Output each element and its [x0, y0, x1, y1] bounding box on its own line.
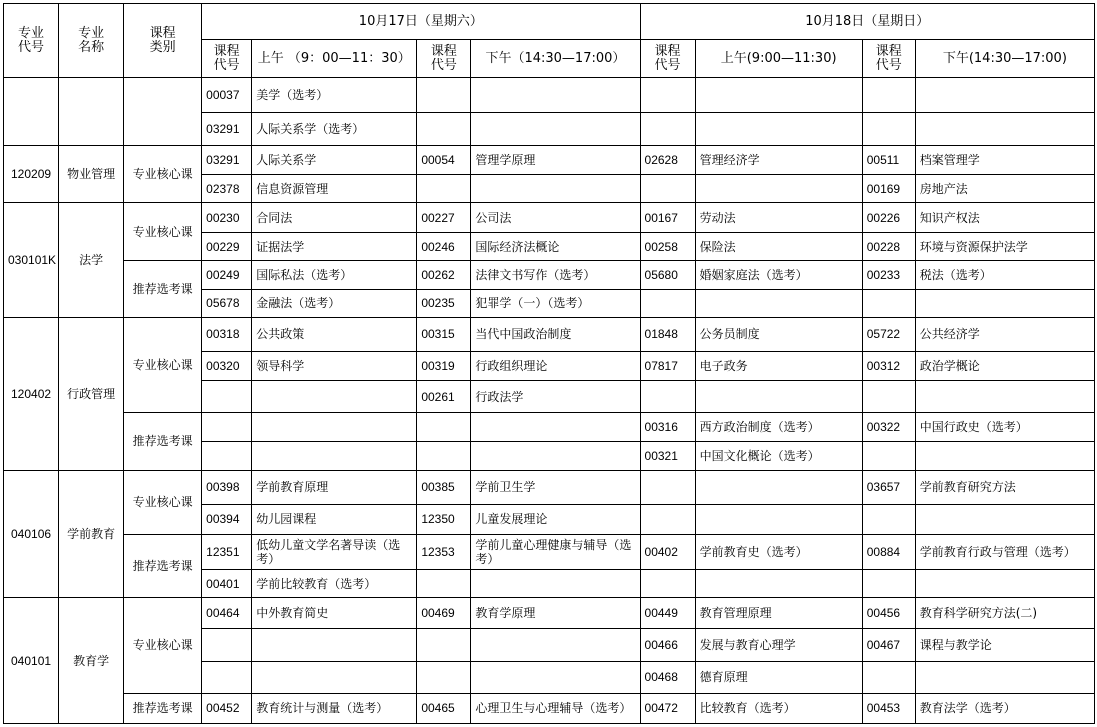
course-code-cell: 00233 [862, 261, 915, 289]
header-major-code [4, 4, 59, 78]
course-code-cell: 00401 [202, 570, 252, 598]
course-name-cell: 当代中国政治制度 [471, 317, 640, 351]
course-code-cell: 12350 [417, 504, 471, 534]
header-morning-day2: 上午(9:00—11:30) [695, 40, 862, 78]
header-course-code [202, 40, 252, 78]
major-name-cell: 教育学 [59, 598, 124, 724]
course-code-cell [640, 112, 695, 145]
course-name-cell: 公共政策 [252, 317, 417, 351]
course-code-cell [202, 442, 252, 470]
course-code-cell [862, 78, 915, 112]
course-code-cell [640, 470, 695, 504]
course-name-cell [471, 413, 640, 442]
course-type-cell: 推荐选考课 [124, 693, 202, 723]
course-code-cell: 03291 [202, 145, 252, 174]
course-name-cell: 国际经济法概论 [471, 233, 640, 261]
course-code-cell: 00167 [640, 203, 695, 233]
course-name-cell: 金融法（选考） [252, 289, 417, 317]
course-name-cell [695, 504, 862, 534]
course-name-cell: 税法（选考） [915, 261, 1094, 289]
course-name-cell [471, 570, 640, 598]
table-row [4, 317, 1095, 351]
course-name-cell: 证据法学 [252, 233, 417, 261]
major-name-cell: 学前教育 [59, 470, 124, 598]
course-name-cell: 政治学概论 [915, 351, 1094, 380]
course-code-cell: 05678 [202, 289, 252, 317]
course-name-cell: 行政法学 [471, 381, 640, 413]
course-name-cell: 中国文化概论（选考） [695, 442, 862, 470]
course-code-cell [417, 661, 471, 693]
exam-schedule-table [3, 3, 1095, 724]
course-name-cell: 行政组织理论 [471, 351, 640, 380]
course-code-cell: 01848 [640, 317, 695, 351]
course-code-cell [417, 629, 471, 661]
course-code-cell: 00464 [202, 598, 252, 629]
course-name-cell: 档案管理学 [915, 145, 1094, 174]
course-code-cell [862, 381, 915, 413]
course-name-cell [471, 442, 640, 470]
course-name-cell [915, 78, 1094, 112]
course-name-cell: 中国行政史（选考） [915, 413, 1094, 442]
course-code-cell: 00449 [640, 598, 695, 629]
course-name-cell: 管理学原理 [471, 145, 640, 174]
course-code-cell [202, 629, 252, 661]
course-name-cell: 人际关系学 [252, 145, 417, 174]
course-code-cell: 12353 [417, 534, 471, 569]
course-name-cell: 保险法 [695, 233, 862, 261]
course-code-cell [862, 289, 915, 317]
course-code-cell [417, 78, 471, 112]
course-code-cell: 00037 [202, 78, 252, 112]
table-row [4, 470, 1095, 504]
course-code-cell: 12351 [202, 534, 252, 569]
course-name-cell: 学前教育原理 [252, 470, 417, 504]
course-code-cell [640, 78, 695, 112]
course-code-cell: 00385 [417, 470, 471, 504]
header-course-type-text: 课程 类别 [149, 25, 176, 55]
major-code-cell: 120209 [4, 145, 59, 202]
header-course-code-text: 课程 代号 [875, 43, 902, 73]
course-type-cell [124, 78, 202, 145]
course-code-cell: 05680 [640, 261, 695, 289]
course-name-cell [471, 174, 640, 202]
course-name-cell [915, 504, 1094, 534]
course-code-cell: 00226 [862, 203, 915, 233]
course-code-cell [862, 504, 915, 534]
course-code-cell: 05722 [862, 317, 915, 351]
course-code-cell: 00261 [417, 381, 471, 413]
course-name-cell [695, 470, 862, 504]
course-type-cell: 专业核心课 [124, 203, 202, 261]
header-morning-day1: 上午 （9：00—11：30） [252, 40, 417, 78]
course-name-cell: 学前比较教育（选考） [252, 570, 417, 598]
course-name-cell [252, 661, 417, 693]
course-type-cell: 专业核心课 [124, 145, 202, 202]
major-name-cell: 物业管理 [59, 145, 124, 202]
course-name-cell: 教育法学（选考） [915, 693, 1094, 723]
course-name-cell [695, 381, 862, 413]
course-name-cell: 犯罪学（一）（选考） [471, 289, 640, 317]
course-name-cell [471, 629, 640, 661]
course-type-cell: 专业核心课 [124, 317, 202, 413]
course-name-cell: 管理经济学 [695, 145, 862, 174]
header-major-name [59, 4, 124, 78]
course-code-cell: 00319 [417, 351, 471, 380]
table-row [4, 693, 1095, 723]
course-name-cell [695, 78, 862, 112]
course-code-cell: 00398 [202, 470, 252, 504]
major-code-cell: 040101 [4, 598, 59, 724]
course-code-cell [417, 570, 471, 598]
course-name-cell: 德育原理 [695, 661, 862, 693]
course-code-cell: 00472 [640, 693, 695, 723]
course-code-cell: 00467 [862, 629, 915, 661]
course-name-cell [695, 112, 862, 145]
course-code-cell: 03291 [202, 112, 252, 145]
major-code-cell [4, 78, 59, 145]
course-name-cell: 婚姻家庭法（选考） [695, 261, 862, 289]
course-name-cell: 国际私法（选考） [252, 261, 417, 289]
course-code-cell [640, 504, 695, 534]
header-course-code [640, 40, 695, 78]
header-afternoon-day2: 下午(14:30—17:00) [915, 40, 1094, 78]
course-code-cell: 00054 [417, 145, 471, 174]
course-name-cell [695, 289, 862, 317]
table-row [4, 78, 1095, 112]
course-name-cell: 环境与资源保护法学 [915, 233, 1094, 261]
course-name-cell [471, 112, 640, 145]
course-type-cell: 推荐选考课 [124, 534, 202, 597]
course-code-cell [417, 112, 471, 145]
course-code-cell [202, 413, 252, 442]
course-code-cell: 00321 [640, 442, 695, 470]
course-code-cell [640, 289, 695, 317]
course-name-cell [915, 112, 1094, 145]
course-name-cell: 幼儿园课程 [252, 504, 417, 534]
course-name-cell: 学前教育行政与管理（选考） [915, 534, 1094, 569]
course-name-cell: 学前儿童心理健康与辅导（选考） [471, 534, 640, 569]
course-name-cell: 劳动法 [695, 203, 862, 233]
course-name-cell: 比较教育（选考） [695, 693, 862, 723]
course-code-cell: 00316 [640, 413, 695, 442]
course-code-cell: 03657 [862, 470, 915, 504]
header-day1: 10月17日（星期六） [202, 4, 640, 40]
course-name-cell: 教育学原理 [471, 598, 640, 629]
course-name-cell: 信息资源管理 [252, 174, 417, 202]
major-code-cell: 120402 [4, 317, 59, 470]
course-type-cell: 专业核心课 [124, 598, 202, 694]
course-code-cell: 00312 [862, 351, 915, 380]
course-code-cell: 00453 [862, 693, 915, 723]
header-course-code [417, 40, 471, 78]
course-name-cell: 公司法 [471, 203, 640, 233]
course-name-cell: 发展与教育心理学 [695, 629, 862, 661]
table-row [4, 203, 1095, 233]
course-name-cell [695, 174, 862, 202]
course-name-cell: 美学（选考） [252, 78, 417, 112]
course-code-cell [417, 413, 471, 442]
major-code-cell: 030101K [4, 203, 59, 318]
course-name-cell: 合同法 [252, 203, 417, 233]
course-name-cell: 电子政务 [695, 351, 862, 380]
course-code-cell: 00394 [202, 504, 252, 534]
course-type-cell: 推荐选考课 [124, 261, 202, 317]
course-name-cell: 房地产法 [915, 174, 1094, 202]
header-course-code-text: 课程 代号 [213, 43, 240, 73]
course-code-cell: 00318 [202, 317, 252, 351]
course-code-cell: 00469 [417, 598, 471, 629]
course-name-cell [252, 413, 417, 442]
course-type-cell: 专业核心课 [124, 470, 202, 534]
course-code-cell: 00262 [417, 261, 471, 289]
course-code-cell: 00452 [202, 693, 252, 723]
course-code-cell: 00465 [417, 693, 471, 723]
table-row [4, 413, 1095, 442]
course-code-cell [417, 174, 471, 202]
header-major-name-text: 专业 名称 [78, 25, 105, 55]
header-afternoon-day1: 下午（14:30—17:00） [471, 40, 640, 78]
course-name-cell: 低幼儿童文学名著导读（选考） [252, 534, 417, 569]
course-name-cell: 领导科学 [252, 351, 417, 380]
course-code-cell [640, 570, 695, 598]
course-code-cell [862, 570, 915, 598]
course-name-cell: 学前教育史（选考） [695, 534, 862, 569]
course-name-cell: 法律文书写作（选考） [471, 261, 640, 289]
course-code-cell: 00322 [862, 413, 915, 442]
course-name-cell [915, 381, 1094, 413]
major-name-cell: 法学 [59, 203, 124, 318]
table-row [4, 145, 1095, 174]
table-row [4, 598, 1095, 629]
course-name-cell [915, 289, 1094, 317]
course-name-cell: 公务员制度 [695, 317, 862, 351]
header-day2: 10月18日（星期日） [640, 4, 1094, 40]
course-code-cell: 07817 [640, 351, 695, 380]
course-code-cell: 00227 [417, 203, 471, 233]
course-code-cell [202, 661, 252, 693]
course-code-cell: 00246 [417, 233, 471, 261]
course-name-cell: 学前教育研究方法 [915, 470, 1094, 504]
course-name-cell [915, 442, 1094, 470]
course-code-cell: 00456 [862, 598, 915, 629]
course-type-cell: 推荐选考课 [124, 413, 202, 470]
course-code-cell: 00468 [640, 661, 695, 693]
course-code-cell [202, 381, 252, 413]
course-name-cell [471, 661, 640, 693]
course-code-cell [640, 174, 695, 202]
course-name-cell: 公共经济学 [915, 317, 1094, 351]
course-code-cell [417, 442, 471, 470]
course-name-cell [471, 78, 640, 112]
major-code-cell: 040106 [4, 470, 59, 598]
course-code-cell: 00320 [202, 351, 252, 380]
course-name-cell: 课程与教学论 [915, 629, 1094, 661]
course-name-cell: 教育科学研究方法(二) [915, 598, 1094, 629]
course-code-cell: 00258 [640, 233, 695, 261]
course-name-cell: 心理卫生与心理辅导（选考） [471, 693, 640, 723]
course-code-cell: 00229 [202, 233, 252, 261]
course-code-cell: 00235 [417, 289, 471, 317]
course-code-cell: 00228 [862, 233, 915, 261]
course-code-cell: 02378 [202, 174, 252, 202]
course-name-cell [252, 442, 417, 470]
course-code-cell [862, 442, 915, 470]
course-name-cell: 西方政治制度（选考） [695, 413, 862, 442]
header-course-type [124, 4, 202, 78]
course-name-cell: 教育管理原理 [695, 598, 862, 629]
course-code-cell [862, 661, 915, 693]
header-course-code [862, 40, 915, 78]
course-name-cell: 教育统计与测量（选考） [252, 693, 417, 723]
course-name-cell [252, 629, 417, 661]
header-course-code-text: 课程 代号 [430, 43, 457, 73]
course-code-cell [862, 112, 915, 145]
course-code-cell [640, 381, 695, 413]
course-name-cell [915, 570, 1094, 598]
header-course-code-text: 课程 代号 [654, 43, 681, 73]
course-code-cell: 00230 [202, 203, 252, 233]
course-code-cell: 00511 [862, 145, 915, 174]
major-name-cell: 行政管理 [59, 317, 124, 470]
table-row [4, 261, 1095, 289]
course-name-cell [915, 661, 1094, 693]
course-code-cell: 00884 [862, 534, 915, 569]
course-name-cell [252, 381, 417, 413]
course-code-cell: 02628 [640, 145, 695, 174]
table-row [4, 534, 1095, 569]
course-name-cell: 学前卫生学 [471, 470, 640, 504]
course-code-cell: 00402 [640, 534, 695, 569]
course-name-cell: 人际关系学（选考） [252, 112, 417, 145]
course-name-cell [695, 570, 862, 598]
course-code-cell: 00249 [202, 261, 252, 289]
course-code-cell: 00466 [640, 629, 695, 661]
major-name-cell [59, 78, 124, 145]
course-code-cell: 00169 [862, 174, 915, 202]
course-name-cell: 儿童发展理论 [471, 504, 640, 534]
course-name-cell: 中外教育简史 [252, 598, 417, 629]
course-code-cell: 00315 [417, 317, 471, 351]
course-name-cell: 知识产权法 [915, 203, 1094, 233]
header-major-code-text: 专业 代号 [18, 25, 45, 55]
